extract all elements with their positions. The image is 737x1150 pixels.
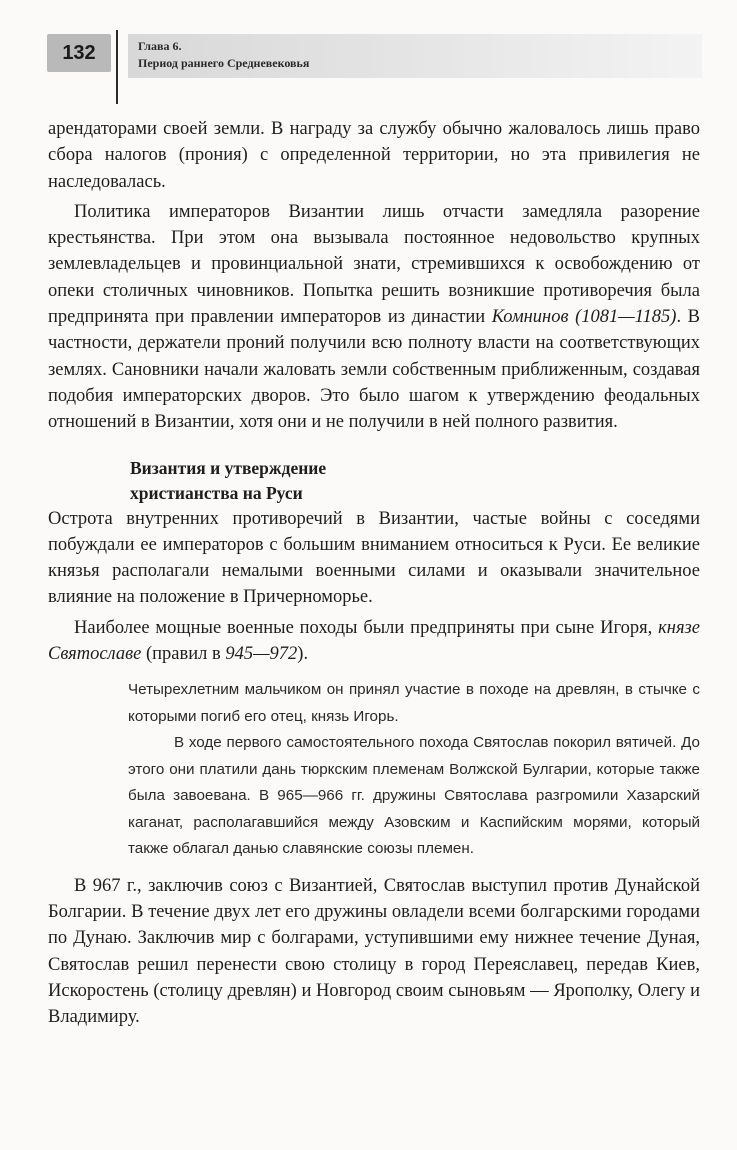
emphasis-years: 945—972	[225, 644, 298, 665]
page-number: 132	[47, 34, 111, 72]
paragraph: Острота внутренних противоречий в Византии, частые войны с соседями побуждали ее императоров с большим вниманием относиться к Руси. Ее великие князья располагали немалыми военными силами и оказывали значительное влияние на положение в Причерноморье.	[48, 508, 700, 608]
page-body	[48, 116, 700, 1031]
chapter-title: Период раннего Средневековья	[138, 56, 310, 70]
chapter-label: Глава 6.	[138, 39, 182, 53]
page-header	[0, 0, 737, 110]
emphasis-dynasty: Комнинов (1081—1185)	[491, 307, 677, 328]
paragraph: Политика императоров Византии лишь отчасти замедляла разорение крестьянства. При этом она вызывала постоянное недовольство крупных землевладельцев и провинциальной знати, стремившихся к освобождению от опеки столичных чиновников. Попытка решить возникшие противоречия была предпринята при правлении императоров из династии Комнинов (1081—1185). В частности, держатели проний получили всю полноту власти на соответствующих землях. Сановники начали жаловать земли собственным приближенным, создавая подобия императорских дворов. Это было шагом к утверждению феодальных отношений в Византии, хотя они и не получили в ней полного развития.	[48, 201, 700, 433]
section-heading: Византия и утверждение христианства на Руси	[130, 457, 327, 503]
paragraph: Наиболее мощные военные походы были предприняты при сыне Игоря, князе Святославе (правил в 945—972).	[48, 617, 700, 665]
paragraph: В 967 г., заключив союз с Византией, Святослав выступил против Дунайской Болгарии. В течение двух лет его дружины овладели всеми болгарскими городами по Дунаю. Заключив мир с болгарами, уступившими ему нижнее течение Дуная, Святослав решил перенести свою столицу в город Переяславец, передав Киев, Искоростень (столицу древлян) и Новгород своим сыновьям — Ярополку, Олегу и Владимиру.	[48, 875, 700, 1028]
emphasis-prince: князе Святославе	[48, 617, 700, 665]
sidebar-text-block	[128, 677, 700, 863]
running-head	[138, 38, 309, 72]
paragraph: арендаторами своей земли. В награду за службу обычно жаловалось лишь право сбора налогов (прония) с определенной территории, но эта привилегия не наследовалась.	[48, 119, 700, 192]
sidebar-paragraph: Четырехлетним мальчиком он принял участие в походе на древлян, в стычке с которыми погиб его отец, князь Игорь.	[128, 681, 700, 725]
header-divider	[116, 30, 118, 104]
sidebar-paragraph: В ходе первого самостоятельного похода Святослав покорил вятичей. До этого они платили дань тюркским племенам Волжской Булгарии, которые также была завоевана. В 965—966 гг. дружины Святослава разгромили Хазарский каганат, располагавшийся между Азовским и Каспийским морями, который также облагал данью славянские союзы племен.	[128, 734, 700, 858]
